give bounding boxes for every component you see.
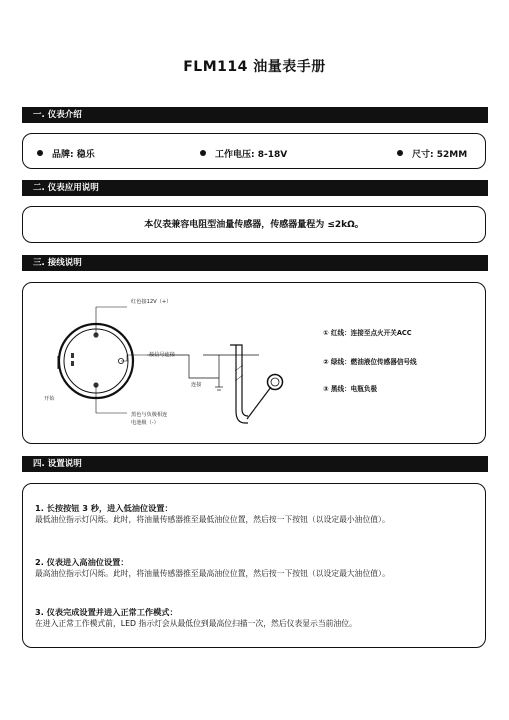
float-ball [268, 375, 283, 390]
section-heading: 二. 仪表应用说明 [33, 183, 99, 193]
section-header-application [22, 180, 488, 196]
bullet-icon [397, 150, 403, 156]
legend-red: ① 红线：连接至点火开关ACC [323, 329, 412, 337]
label-button: 开始 [44, 396, 55, 402]
section-header-wiring [22, 255, 488, 271]
wiring-box [22, 282, 486, 444]
section-heading: 四. 设置说明 [33, 459, 82, 469]
leader-red [96, 307, 127, 335]
legend-green: ② 绿线：燃油液位传感器信号线 [323, 358, 417, 366]
float-arm [247, 387, 271, 419]
legend-black: ③ 黑线：电瓶负极 [323, 385, 378, 393]
section-heading: 三. 接线说明 [33, 258, 82, 268]
section-heading: 一. 仪表介绍 [33, 110, 82, 120]
label-signal-wire: 接信号连接 [149, 352, 175, 358]
button-mark-2 [71, 361, 74, 366]
bullet-icon [200, 150, 206, 156]
bullet-icon [37, 150, 43, 156]
section-header-setup [22, 456, 488, 472]
setup-step: 1. 长按按钮 3 秒，进入低油位设置： 最低油位指示灯闪烁。此时，将油量传感器推至最低油位位置，然后按一下按钮（以设定最小油位值）。 [35, 503, 390, 524]
application-box [22, 206, 486, 243]
setup-step: 3. 仪表完成设置并进入正常工作模式： 在进入正常工作模式前，LED 指示灯会从最低位到最高位扫描一次，然后仪表显示当前油位。 [35, 607, 357, 628]
button-mark-1 [71, 353, 74, 358]
label-black-wire: 黑色与负极相连 [131, 412, 168, 418]
specs-box [22, 133, 486, 169]
spec-size: 尺寸: 52MM [397, 147, 467, 160]
setup-step: 2. 仪表进入高油位设置： 最高油位指示灯闪烁。此时，将油量传感器推至最高油位位置，然后按一下按钮（以设定最大油位值）。 [35, 557, 390, 578]
page-title: FLM114 油量表手册 [183, 59, 326, 75]
label-red-wire: 红色接12V（+） [131, 299, 172, 305]
spec-voltage: 工作电压: 8-18V [200, 147, 287, 160]
label-black-wire-2: 电池极（-） [131, 420, 159, 426]
application-text: 本仪表兼容电阻型油量传感器，传感器量程为 ≤2kΩ。 [144, 220, 364, 230]
setup-box [22, 483, 486, 648]
spec-brand: 品牌: 稳乐 [37, 147, 95, 160]
sensor-tube [230, 345, 248, 423]
label-connect: 连接 [191, 382, 202, 388]
section-header-intro [22, 107, 488, 123]
